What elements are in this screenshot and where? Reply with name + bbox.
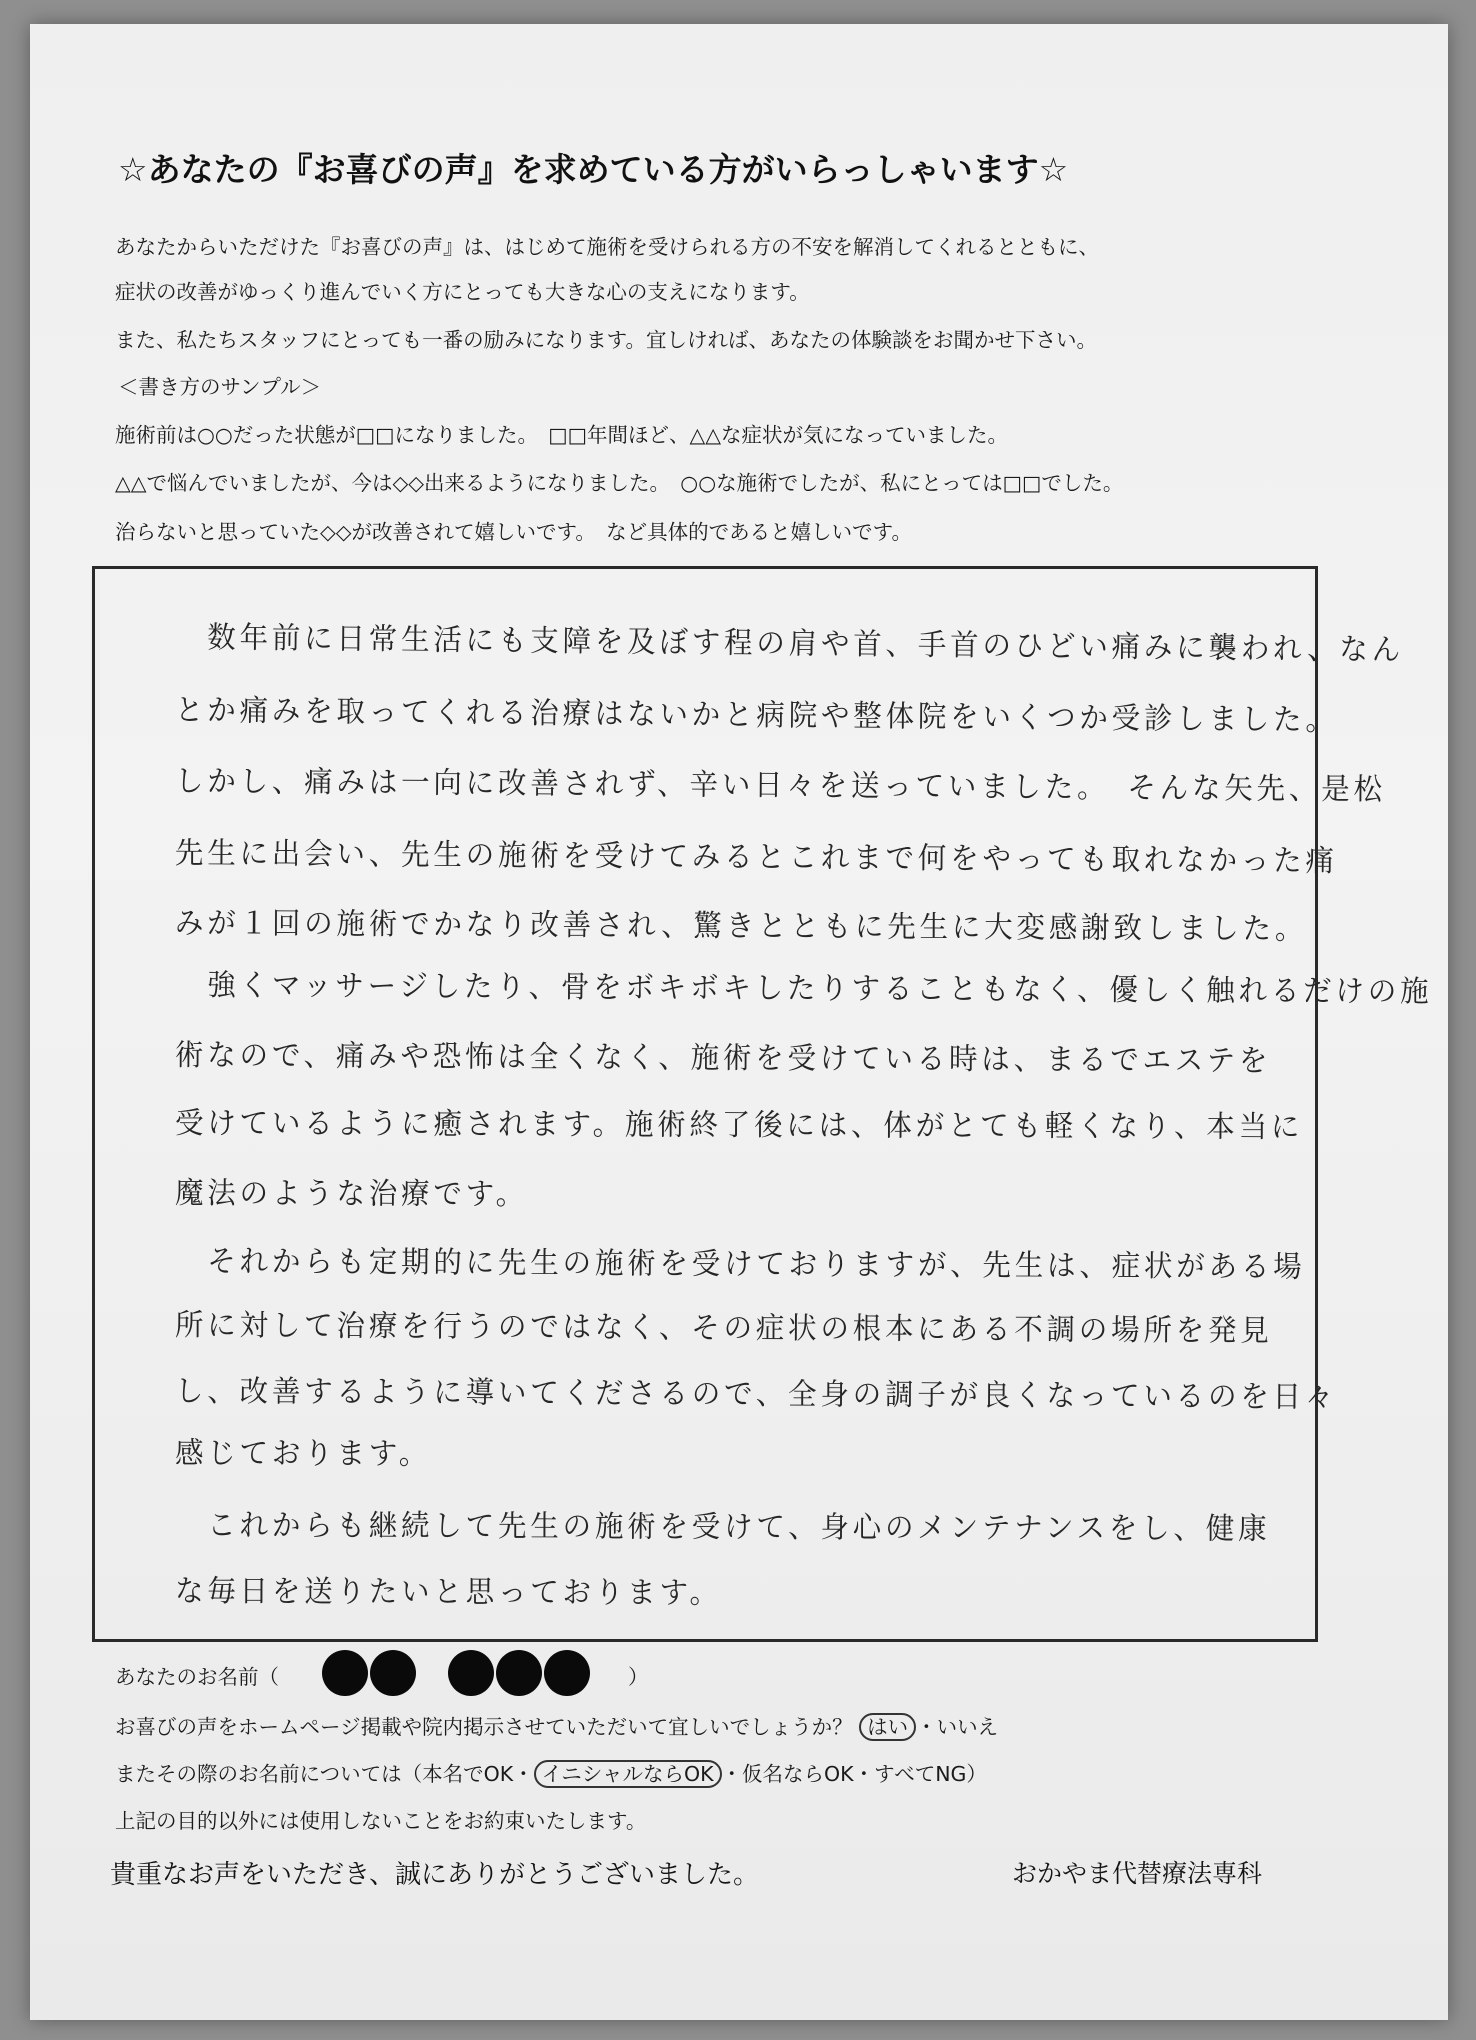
name-policy-row bbox=[115, 1757, 987, 1787]
handwritten-line: 所に対して治療を行うのではなく、その症状の根本にある不調の場所を発見 bbox=[174, 1308, 1273, 1349]
clinic-name: おかやま代替療法専科 bbox=[1012, 1859, 1263, 1888]
handwritten-line: 受けているように癒されます。施術終了後には、体がとても軽くなり、本当に bbox=[174, 1106, 1304, 1145]
redaction-dot bbox=[496, 1650, 542, 1696]
privacy-note: 上記の目的以外には使用しないことをお約束いたします。 bbox=[115, 1809, 647, 1833]
sample-line: 施術前は○○だった状態が□□になりました。 □□年間ほど、△△な症状が気になっていました。 bbox=[115, 423, 1009, 447]
thanks-message: 貴重なお声をいただき、誠にありがとうございました。 bbox=[110, 1860, 759, 1890]
handwritten-line: みが１回の施術でかなり改善され、驚きとともに先生に大変感謝致しました。 bbox=[174, 906, 1308, 947]
sample-heading: ＜書き方のサンプル＞ bbox=[118, 375, 322, 399]
handwritten-line: し、改善するように導いてくださるので、全身の調子が良くなっているのを日々 bbox=[174, 1374, 1338, 1416]
handwritten-line: 術なので、痛みや恐怖は全くなく、施術を受けている時は、まるでエステを bbox=[174, 1038, 1272, 1079]
publish-no-option[interactable]: いいえ bbox=[936, 1715, 999, 1739]
redaction-dot bbox=[448, 1650, 494, 1696]
intro-line: また、私たちスタッフにとっても一番の励みになります。宜しければ、あなたの体験談をお聞かせ下さい。 bbox=[115, 328, 1097, 352]
handwritten-line: とか痛みを取ってくれる治療はないかと病院や整体院をいくつか受診しました。 bbox=[174, 693, 1338, 739]
handwritten-line: それからも定期的に先生の施術を受けておりますが、先生は、症状がある場 bbox=[174, 1244, 1306, 1285]
name-close-paren: ） bbox=[628, 1665, 649, 1689]
form-title: ☆あなたの『お喜びの声』を求めている方がいらっしゃいます☆ bbox=[118, 150, 1069, 189]
name-label: あなたのお名前（ bbox=[115, 1665, 279, 1689]
option-separator: ・ bbox=[916, 1715, 937, 1739]
handwritten-line: 数年前に日常生活にも支障を及ぼす程の肩や首、手首のひどい痛みに襲われ、なん bbox=[174, 620, 1405, 668]
redaction-dot bbox=[370, 1650, 416, 1696]
handwritten-line: しかし、痛みは一向に改善されず、辛い日々を送っていました。 そんな矢先、是松 bbox=[174, 764, 1386, 808]
initials-ok-option[interactable]: イニシャルならOK bbox=[534, 1760, 722, 1788]
redaction-dot bbox=[544, 1650, 590, 1696]
handwritten-line: 強くマッサージしたり、骨をボキボキしたりすることもなく、優しく触れるだけの施 bbox=[174, 968, 1433, 1010]
intro-line: あなたからいただけた『お喜びの声』は、はじめて施術を受けられる方の不安を解消してくれるとともに、 bbox=[115, 235, 1099, 259]
handwritten-line: 感じております。 bbox=[174, 1436, 432, 1472]
handwritten-line: 先生に出会い、先生の施術を受けてみるとこれまで何をやっても取れなかった痛 bbox=[174, 836, 1338, 880]
redaction-dot bbox=[322, 1650, 368, 1696]
sample-line: △△で悩んでいましたが、今は◇◇出来るようになりました。 ○○な施術でしたが、私にとっては□□でした。 bbox=[115, 471, 1124, 495]
publish-question: お喜びの声をホームページ掲載や院内掲示させていただいて宜しいでしょうか？ bbox=[115, 1715, 853, 1739]
intro-line: 症状の改善がゆっくり進んでいく方にとっても大きな心の支えになります。 bbox=[115, 280, 810, 304]
name-policy-prefix: またその際のお名前については（本名でOK・ bbox=[115, 1762, 534, 1786]
publish-yes-option[interactable]: はい bbox=[859, 1713, 916, 1741]
sample-line: 治らないと思っていた◇◇が改善されて嬉しいです。 など具体的であると嬉しいです。 bbox=[115, 520, 912, 544]
publish-question-row bbox=[115, 1710, 998, 1740]
handwritten-line: これからも継続して先生の施術を受けて、身心のメンテナンスをし、健康 bbox=[174, 1508, 1271, 1547]
handwritten-line: な毎日を送りたいと思っております。 bbox=[174, 1574, 722, 1611]
handwritten-line: 魔法のような治療です。 bbox=[174, 1176, 529, 1213]
name-policy-suffix: ・仮名ならOK・すべてNG） bbox=[721, 1762, 987, 1786]
name-redaction bbox=[322, 1648, 592, 1698]
